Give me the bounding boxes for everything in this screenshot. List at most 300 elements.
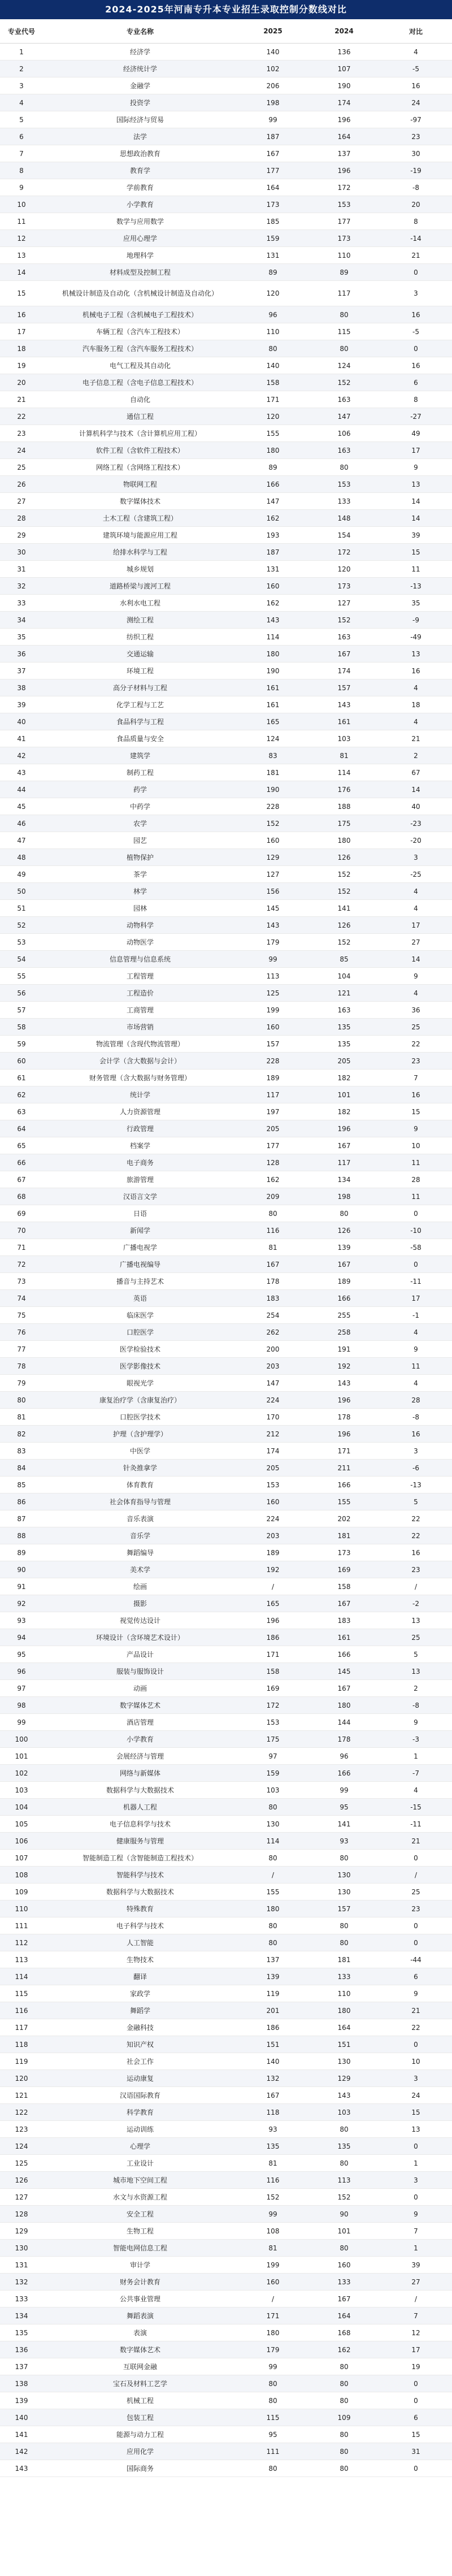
cell-2024: 154 bbox=[308, 527, 380, 544]
table-row bbox=[0, 527, 452, 544]
cell-diff: 1 bbox=[380, 2155, 452, 2172]
cell-2024: 166 bbox=[308, 1290, 380, 1307]
cell-diff: 0 bbox=[380, 2036, 452, 2053]
cell-diff: 0 bbox=[380, 2189, 452, 2206]
cell-name: 机械电子工程（含机械电子工程技术） bbox=[43, 306, 237, 323]
table-row bbox=[0, 1816, 452, 1833]
cell-2024: 180 bbox=[308, 2002, 380, 2019]
cell-2024: 135 bbox=[308, 1036, 380, 1053]
cell-name: 特殊教育 bbox=[43, 1900, 237, 1917]
cell-2024: 164 bbox=[308, 2307, 380, 2324]
cell-name: 英语 bbox=[43, 1290, 237, 1307]
cell-diff: 15 bbox=[380, 2104, 452, 2121]
cell-2024: 152 bbox=[308, 883, 380, 900]
cell-name: 社会体育指导与管理 bbox=[43, 1493, 237, 1510]
cell-code: 2 bbox=[0, 60, 43, 77]
table-row bbox=[0, 883, 452, 900]
cell-diff: -49 bbox=[380, 629, 452, 646]
cell-2025: 80 bbox=[237, 340, 308, 357]
cell-name: 建筑环境与能源应用工程 bbox=[43, 527, 237, 544]
cell-2025: 137 bbox=[237, 1951, 308, 1968]
cell-2025: 174 bbox=[237, 1443, 308, 1460]
cell-name: 口腔医学 bbox=[43, 1324, 237, 1341]
table-row bbox=[0, 128, 452, 145]
cell-2024: 103 bbox=[308, 730, 380, 747]
cell-name: 智能电网信息工程 bbox=[43, 2240, 237, 2257]
table-row bbox=[0, 646, 452, 663]
cell-2025: 189 bbox=[237, 1070, 308, 1086]
cell-2024: 166 bbox=[308, 1646, 380, 1663]
table-row bbox=[0, 1392, 452, 1409]
cell-code: 128 bbox=[0, 2206, 43, 2223]
cell-2024: 191 bbox=[308, 1341, 380, 1358]
cell-2025: 205 bbox=[237, 1120, 308, 1137]
cell-name: 广播电视编导 bbox=[43, 1256, 237, 1273]
cell-diff: 3 bbox=[380, 281, 452, 306]
cell-name: 能源与动力工程 bbox=[43, 2426, 237, 2443]
cell-name: 给排水科学与工程 bbox=[43, 544, 237, 561]
table-row bbox=[0, 1646, 452, 1663]
cell-diff: 30 bbox=[380, 145, 452, 162]
cell-name: 社会工作 bbox=[43, 2053, 237, 2070]
cell-code: 75 bbox=[0, 1307, 43, 1324]
cell-2025: 83 bbox=[237, 747, 308, 764]
cell-diff: 22 bbox=[380, 1527, 452, 1544]
table-row bbox=[0, 1443, 452, 1460]
cell-name: 日语 bbox=[43, 1205, 237, 1222]
cell-name: 中医学 bbox=[43, 1443, 237, 1460]
cell-name: 汉语国际教育 bbox=[43, 2087, 237, 2104]
cell-diff: 28 bbox=[380, 1171, 452, 1188]
table-row bbox=[0, 1070, 452, 1086]
cell-2025: 147 bbox=[237, 1375, 308, 1392]
cell-name: 绘画 bbox=[43, 1578, 237, 1595]
cell-2025: 119 bbox=[237, 1985, 308, 2002]
table-row bbox=[0, 696, 452, 713]
cell-2025: 151 bbox=[237, 2036, 308, 2053]
cell-2024: 96 bbox=[308, 1748, 380, 1765]
cell-2024: 147 bbox=[308, 408, 380, 425]
cell-2025: 178 bbox=[237, 1273, 308, 1290]
cell-name: 财务管理（含大数据与财务管理） bbox=[43, 1070, 237, 1086]
cell-diff: -9 bbox=[380, 612, 452, 629]
cell-code: 116 bbox=[0, 2002, 43, 2019]
table-row bbox=[0, 44, 452, 60]
cell-code: 59 bbox=[0, 1036, 43, 1053]
cell-name: 审计学 bbox=[43, 2257, 237, 2274]
table-row bbox=[0, 2189, 452, 2206]
cell-2025: 199 bbox=[237, 2257, 308, 2274]
table-row bbox=[0, 1053, 452, 1070]
cell-name: 应用化学 bbox=[43, 2443, 237, 2460]
cell-code: 27 bbox=[0, 493, 43, 510]
cell-code: 40 bbox=[0, 713, 43, 730]
cell-code: 46 bbox=[0, 815, 43, 832]
cell-2024: 133 bbox=[308, 493, 380, 510]
cell-diff: -44 bbox=[380, 1951, 452, 1968]
cell-code: 45 bbox=[0, 798, 43, 815]
cell-2024: 110 bbox=[308, 247, 380, 264]
cell-2025: 153 bbox=[237, 1714, 308, 1731]
cell-code: 36 bbox=[0, 646, 43, 663]
cell-2025: 165 bbox=[237, 713, 308, 730]
cell-name: 制药工程 bbox=[43, 764, 237, 781]
cell-code: 85 bbox=[0, 1477, 43, 1493]
cell-2024: 144 bbox=[308, 1714, 380, 1731]
table-row bbox=[0, 1731, 452, 1748]
table-row bbox=[0, 679, 452, 696]
cell-2024: 167 bbox=[308, 646, 380, 663]
cell-name: 通信工程 bbox=[43, 408, 237, 425]
cell-diff: 21 bbox=[380, 730, 452, 747]
cell-code: 122 bbox=[0, 2104, 43, 2121]
cell-code: 67 bbox=[0, 1171, 43, 1188]
cell-2024: 80 bbox=[308, 2155, 380, 2172]
cell-code: 131 bbox=[0, 2257, 43, 2274]
cell-2024: 110 bbox=[308, 1985, 380, 2002]
cell-code: 111 bbox=[0, 1917, 43, 1934]
cell-2025: 186 bbox=[237, 2019, 308, 2036]
cell-code: 10 bbox=[0, 196, 43, 213]
cell-diff: 13 bbox=[380, 646, 452, 663]
cell-2024: 255 bbox=[308, 1307, 380, 1324]
cell-2025: 80 bbox=[237, 1799, 308, 1816]
cell-2024: 137 bbox=[308, 145, 380, 162]
cell-diff: 5 bbox=[380, 1493, 452, 1510]
table-row bbox=[0, 408, 452, 425]
cell-name: 学前教育 bbox=[43, 179, 237, 196]
table-row bbox=[0, 1171, 452, 1188]
cell-diff: 22 bbox=[380, 1036, 452, 1053]
cell-name: 纺织工程 bbox=[43, 629, 237, 646]
cell-name: 生物技术 bbox=[43, 1951, 237, 1968]
cell-diff: 7 bbox=[380, 2223, 452, 2240]
cell-2024: 173 bbox=[308, 230, 380, 247]
cell-code: 5 bbox=[0, 111, 43, 128]
cell-code: 6 bbox=[0, 128, 43, 145]
cell-2024: 80 bbox=[308, 306, 380, 323]
table-row bbox=[0, 1612, 452, 1629]
cell-2024: 198 bbox=[308, 1188, 380, 1205]
cell-code: 142 bbox=[0, 2443, 43, 2460]
cell-2025: 172 bbox=[237, 1697, 308, 1714]
table-row bbox=[0, 442, 452, 459]
table-row bbox=[0, 247, 452, 264]
cell-2024: 101 bbox=[308, 1086, 380, 1103]
cell-code: 126 bbox=[0, 2172, 43, 2189]
cell-2025: 185 bbox=[237, 213, 308, 230]
cell-code: 79 bbox=[0, 1375, 43, 1392]
cell-name: 金融科技 bbox=[43, 2019, 237, 2036]
table-row bbox=[0, 629, 452, 646]
table-row bbox=[0, 145, 452, 162]
cell-2025: 143 bbox=[237, 917, 308, 934]
cell-diff: 9 bbox=[380, 1714, 452, 1731]
cell-2024: 157 bbox=[308, 1900, 380, 1917]
cell-2025: 160 bbox=[237, 1493, 308, 1510]
cell-2025: 89 bbox=[237, 459, 308, 476]
cell-code: 105 bbox=[0, 1816, 43, 1833]
cell-name: 机器人工程 bbox=[43, 1799, 237, 1816]
cell-name: 自动化 bbox=[43, 391, 237, 408]
cell-name: 动画 bbox=[43, 1680, 237, 1697]
cell-code: 114 bbox=[0, 1968, 43, 1985]
cell-2024: 167 bbox=[308, 1680, 380, 1697]
cell-diff: 23 bbox=[380, 1561, 452, 1578]
table-row bbox=[0, 1239, 452, 1256]
table-row bbox=[0, 1578, 452, 1595]
table-row bbox=[0, 1714, 452, 1731]
cell-2025: 99 bbox=[237, 951, 308, 968]
cell-diff: / bbox=[380, 2291, 452, 2307]
cell-name: 环境工程 bbox=[43, 663, 237, 679]
cell-2024: 109 bbox=[308, 2409, 380, 2426]
cell-2024: 167 bbox=[308, 1595, 380, 1612]
cell-name: 药学 bbox=[43, 781, 237, 798]
table-row bbox=[0, 162, 452, 179]
table-row bbox=[0, 1307, 452, 1324]
table-row bbox=[0, 2443, 452, 2460]
cell-2024: 169 bbox=[308, 1561, 380, 1578]
cell-2024: 117 bbox=[308, 1154, 380, 1171]
cell-diff: 11 bbox=[380, 1154, 452, 1171]
cell-2025: 147 bbox=[237, 493, 308, 510]
table-row bbox=[0, 2019, 452, 2036]
cell-code: 84 bbox=[0, 1460, 43, 1477]
cell-2024: 139 bbox=[308, 1239, 380, 1256]
cell-2024: 114 bbox=[308, 764, 380, 781]
cell-2025: 116 bbox=[237, 1222, 308, 1239]
cell-name: 计算机科学与技术（含计算机应用工程） bbox=[43, 425, 237, 442]
page-title: 2024-2025年河南专升本专业招生录取控制分数线对比 bbox=[0, 0, 452, 19]
table-row bbox=[0, 1527, 452, 1544]
cell-code: 1 bbox=[0, 44, 43, 60]
cell-2025: 127 bbox=[237, 866, 308, 883]
cell-diff: 40 bbox=[380, 798, 452, 815]
cell-code: 106 bbox=[0, 1833, 43, 1850]
cell-code: 61 bbox=[0, 1070, 43, 1086]
cell-name: 汉语言文学 bbox=[43, 1188, 237, 1205]
cell-name: 思想政治教育 bbox=[43, 145, 237, 162]
cell-name: 植物保护 bbox=[43, 849, 237, 866]
cell-code: 26 bbox=[0, 476, 43, 493]
cell-code: 12 bbox=[0, 230, 43, 247]
table-row bbox=[0, 94, 452, 111]
cell-2024: 135 bbox=[308, 2138, 380, 2155]
cell-diff: 4 bbox=[380, 1324, 452, 1341]
cell-name: 材料成型及控制工程 bbox=[43, 264, 237, 281]
cell-diff: 4 bbox=[380, 713, 452, 730]
table-row bbox=[0, 1867, 452, 1884]
cell-2024: 141 bbox=[308, 1816, 380, 1833]
table-row bbox=[0, 1290, 452, 1307]
table-row bbox=[0, 2257, 452, 2274]
cell-name: 互联网金融 bbox=[43, 2358, 237, 2375]
cell-name: 运动训练 bbox=[43, 2121, 237, 2138]
cell-2024: 180 bbox=[308, 1697, 380, 1714]
cell-diff: 14 bbox=[380, 493, 452, 510]
cell-diff: -1 bbox=[380, 1307, 452, 1324]
cell-code: 132 bbox=[0, 2274, 43, 2291]
cell-2024: 80 bbox=[308, 1205, 380, 1222]
cell-2025: 203 bbox=[237, 1527, 308, 1544]
cell-name: 产品设计 bbox=[43, 1646, 237, 1663]
cell-name: 物流管理（含现代物流管理） bbox=[43, 1036, 237, 1053]
cell-code: 86 bbox=[0, 1493, 43, 1510]
cell-name: 安全工程 bbox=[43, 2206, 237, 2223]
cell-diff: 4 bbox=[380, 985, 452, 1002]
cell-2025: 152 bbox=[237, 815, 308, 832]
cell-code: 76 bbox=[0, 1324, 43, 1341]
cell-code: 123 bbox=[0, 2121, 43, 2138]
cell-name: 教育学 bbox=[43, 162, 237, 179]
cell-diff: 22 bbox=[380, 2019, 452, 2036]
cell-name: 信息管理与信息系统 bbox=[43, 951, 237, 968]
cell-diff: 19 bbox=[380, 2358, 452, 2375]
table-row bbox=[0, 1833, 452, 1850]
table-row bbox=[0, 1409, 452, 1426]
cell-2024: 161 bbox=[308, 1629, 380, 1646]
cell-2024: 115 bbox=[308, 323, 380, 340]
table-row bbox=[0, 2358, 452, 2375]
cell-code: 74 bbox=[0, 1290, 43, 1307]
cell-code: 70 bbox=[0, 1222, 43, 1239]
table-row bbox=[0, 1782, 452, 1799]
cell-2024: 163 bbox=[308, 442, 380, 459]
cell-2024: 136 bbox=[308, 44, 380, 60]
cell-name: 视觉传达设计 bbox=[43, 1612, 237, 1629]
cell-diff: 9 bbox=[380, 1985, 452, 2002]
cell-name: 生物工程 bbox=[43, 2223, 237, 2240]
cell-name: 国际经济与贸易 bbox=[43, 111, 237, 128]
cell-diff: 25 bbox=[380, 1884, 452, 1900]
cell-name: 档案学 bbox=[43, 1137, 237, 1154]
cell-diff: 14 bbox=[380, 510, 452, 527]
cell-2025: 152 bbox=[237, 2189, 308, 2206]
table-row bbox=[0, 1985, 452, 2002]
cell-2024: 196 bbox=[308, 162, 380, 179]
cell-name: 道路桥梁与渡河工程 bbox=[43, 578, 237, 595]
table-row bbox=[0, 1358, 452, 1375]
cell-diff: 10 bbox=[380, 2053, 452, 2070]
cell-code: 121 bbox=[0, 2087, 43, 2104]
cell-2024: 163 bbox=[308, 1002, 380, 1019]
cell-code: 55 bbox=[0, 968, 43, 985]
cell-diff: 0 bbox=[380, 340, 452, 357]
table-row bbox=[0, 1086, 452, 1103]
cell-2025: 153 bbox=[237, 1477, 308, 1493]
cell-2024: 205 bbox=[308, 1053, 380, 1070]
cell-code: 49 bbox=[0, 866, 43, 883]
cell-diff: 10 bbox=[380, 1137, 452, 1154]
cell-diff: 12 bbox=[380, 2324, 452, 2341]
cell-name: 音乐学 bbox=[43, 1527, 237, 1544]
cell-2025: 212 bbox=[237, 1426, 308, 1443]
cell-code: 96 bbox=[0, 1663, 43, 1680]
cell-diff: -27 bbox=[380, 408, 452, 425]
cell-code: 11 bbox=[0, 213, 43, 230]
cell-diff: 17 bbox=[380, 2341, 452, 2358]
cell-name: 市场营销 bbox=[43, 1019, 237, 1036]
cell-code: 37 bbox=[0, 663, 43, 679]
cell-code: 39 bbox=[0, 696, 43, 713]
cell-diff: 16 bbox=[380, 1544, 452, 1561]
cell-2025: 131 bbox=[237, 561, 308, 578]
cell-code: 25 bbox=[0, 459, 43, 476]
cell-2024: 143 bbox=[308, 696, 380, 713]
cell-2024: 180 bbox=[308, 832, 380, 849]
cell-2024: 178 bbox=[308, 1731, 380, 1748]
cell-2024: 155 bbox=[308, 1493, 380, 1510]
cell-name: 电气工程及其自动化 bbox=[43, 357, 237, 374]
cell-2025: 179 bbox=[237, 2341, 308, 2358]
table-row bbox=[0, 1561, 452, 1578]
cell-2025: 166 bbox=[237, 476, 308, 493]
cell-2025: 177 bbox=[237, 1137, 308, 1154]
cell-2024: 106 bbox=[308, 425, 380, 442]
cell-code: 18 bbox=[0, 340, 43, 357]
cell-name: 公共事业管理 bbox=[43, 2291, 237, 2307]
cell-name: 工程造价 bbox=[43, 985, 237, 1002]
table-row bbox=[0, 357, 452, 374]
cell-diff: 4 bbox=[380, 900, 452, 917]
cell-diff: 67 bbox=[380, 764, 452, 781]
cell-diff: 39 bbox=[380, 527, 452, 544]
cell-code: 4 bbox=[0, 94, 43, 111]
cell-code: 115 bbox=[0, 1985, 43, 2002]
cell-diff: 4 bbox=[380, 44, 452, 60]
cell-code: 24 bbox=[0, 442, 43, 459]
cell-name: 网络与新媒体 bbox=[43, 1765, 237, 1782]
table-row bbox=[0, 1222, 452, 1239]
cell-2024: 80 bbox=[308, 2375, 380, 2392]
table-row bbox=[0, 764, 452, 781]
cell-2025: 80 bbox=[237, 1934, 308, 1951]
cell-code: 58 bbox=[0, 1019, 43, 1036]
cell-diff: 11 bbox=[380, 1188, 452, 1205]
table-row bbox=[0, 561, 452, 578]
cell-2024: 89 bbox=[308, 264, 380, 281]
cell-2025: 167 bbox=[237, 1256, 308, 1273]
cell-2025: 159 bbox=[237, 230, 308, 247]
cell-2025: 135 bbox=[237, 2138, 308, 2155]
cell-name: 口腔医学技术 bbox=[43, 1409, 237, 1426]
cell-diff: 23 bbox=[380, 128, 452, 145]
cell-2025: 160 bbox=[237, 2274, 308, 2291]
table-row bbox=[0, 1748, 452, 1765]
table-row bbox=[0, 1273, 452, 1290]
cell-diff: 0 bbox=[380, 264, 452, 281]
cell-2025: 171 bbox=[237, 1646, 308, 1663]
table-row bbox=[0, 2460, 452, 2477]
table-row bbox=[0, 1884, 452, 1900]
cell-diff: 3 bbox=[380, 2070, 452, 2087]
table-row bbox=[0, 815, 452, 832]
cell-2024: 178 bbox=[308, 1409, 380, 1426]
cell-2025: 140 bbox=[237, 44, 308, 60]
cell-2024: 80 bbox=[308, 2443, 380, 2460]
cell-code: 62 bbox=[0, 1086, 43, 1103]
cell-code: 110 bbox=[0, 1900, 43, 1917]
cell-code: 69 bbox=[0, 1205, 43, 1222]
cell-diff: / bbox=[380, 1578, 452, 1595]
cell-2025: 160 bbox=[237, 578, 308, 595]
cell-name: 翻译 bbox=[43, 1968, 237, 1985]
cell-2025: 81 bbox=[237, 2240, 308, 2257]
cell-diff: 13 bbox=[380, 2121, 452, 2138]
cell-code: 129 bbox=[0, 2223, 43, 2240]
cell-2025: 201 bbox=[237, 2002, 308, 2019]
